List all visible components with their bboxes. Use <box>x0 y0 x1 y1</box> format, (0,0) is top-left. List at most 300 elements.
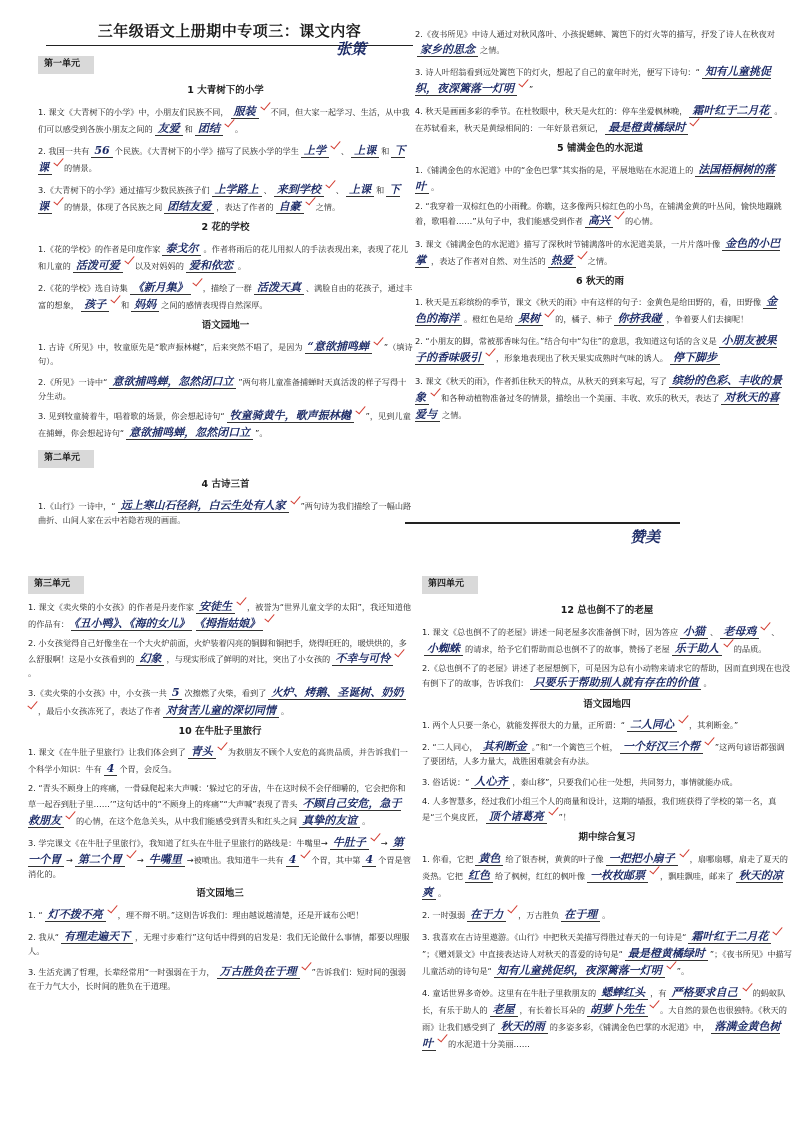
text: 个民族。《大青树下的小学》描写了民族小学的学生 <box>114 146 299 156</box>
text: ，扇哪扇哪，扇走了夏天的炎热。它把 <box>422 853 788 881</box>
text: 的品质。 <box>733 643 767 654</box>
grading-check-icon <box>66 812 76 821</box>
answer: 严格要求自己 <box>669 986 741 1000</box>
answer: 一枚枚邮票 <box>587 869 648 883</box>
text: 。 <box>280 705 290 716</box>
lesson-2-title: 2 花的学校 <box>201 222 250 234</box>
l12-question-2 <box>422 662 792 692</box>
l5-question-2 <box>415 200 785 230</box>
text: 、 <box>263 185 272 196</box>
g4-question-1 <box>422 716 792 733</box>
answer: 孩子 <box>81 298 109 312</box>
grading-check-icon <box>306 198 316 207</box>
answer: 蟋蟀红头 <box>598 986 648 1000</box>
grading-check-icon <box>371 834 381 843</box>
text: 1. 秋天是五彩缤纷的季节，课文《秋天的雨》中有这样的句子：金黄色是给田野的，看，田野像 <box>415 297 762 308</box>
answer: 4 <box>104 762 118 776</box>
text: 3. 俗话说：“ <box>422 777 470 788</box>
text: 3. 课文《铺满金色的水泥道》描写了深秋时节铺满落叶的水泥道美景，一片片落叶像 <box>415 238 721 249</box>
text: 。作者将雨后的花儿用拟人的手法表现出来，表现了花儿和儿童的 <box>38 243 409 271</box>
handwritten-note-autumn: 赞美 <box>630 528 661 546</box>
text: 个胃是管消化的。 <box>28 855 411 880</box>
grading-check-icon <box>650 1001 660 1010</box>
answer: “意欲捕鸣蝉 <box>305 340 372 354</box>
text: ，与现实形成了鲜明的对比，突出了小女孩的 <box>166 653 331 664</box>
g3-question-2 <box>28 928 412 958</box>
grading-check-icon <box>549 808 559 817</box>
answer: 服装 <box>231 105 259 119</box>
lesson-1-title: 1 大青树下的小学 <box>187 85 264 97</box>
answer: 青头 <box>188 745 216 759</box>
answer: 《丑小鸭》、《海的女儿》 <box>71 617 193 631</box>
grading-check-icon <box>28 702 38 711</box>
text: 和 <box>184 123 193 134</box>
text: 3. 我喜欢在古诗里遨游。《山行》中把秋天美描写得胜过春天的一句诗是“ <box>422 931 687 942</box>
text: 、 <box>335 185 344 196</box>
text: ”告诉我们：短时间的强弱在于力气大小，长时间的胜负在于道理。 <box>28 966 406 991</box>
text: 之情。 <box>480 44 505 55</box>
text: 1.《铺满金色的水泥道》中的“金色巴掌”其实指的是，平展地贴在水泥道上的 <box>415 164 694 175</box>
text: 和 <box>120 300 130 311</box>
l10-question-2 <box>28 782 412 829</box>
text: 2.《夜书所见》中诗人通过对秋风落叶、小孩捉蟋蟀、篱笆下的灯火等的描写，抒发了诗人在秋夜对 <box>415 29 775 39</box>
l6-question-2 <box>415 332 785 366</box>
text: 不同，但大家一起学习、生活，从中我们可以感受到各族小朋友之间的 <box>38 106 410 134</box>
g4-question-3 <box>422 773 792 790</box>
text: 。”和“一个篱笆三个桩， <box>531 742 618 753</box>
answer: 最是橙黄橘绿时 <box>625 947 708 961</box>
g1-question-2 <box>38 373 413 403</box>
grading-check-icon <box>724 640 734 649</box>
text: 给了银杏树，黄黄的叶子像 <box>505 853 604 864</box>
quadrant-top-right <box>415 28 785 553</box>
grading-check-icon <box>438 1035 448 1044</box>
text: 2. 小女孩觉得自己好像坐在一个大火炉前面，火炉装着闪亮的铜脚和铜把手，烧得旺旺的，暖烘烘的，多么舒服啊！这是小女孩看到的 <box>28 638 407 664</box>
answer: 来到学校 <box>274 183 324 197</box>
answer: 只要乐于帮助别人就有存在的价值 <box>530 676 701 690</box>
grading-check-icon <box>225 120 235 129</box>
text: ，争着要人们去摘呢！ <box>666 314 749 325</box>
text: ”；《夜书所见》中描写儿童活动的诗句是“ <box>422 948 792 976</box>
answer: 4 <box>362 853 376 867</box>
text: ，表达了作者对自然、对生活的 <box>431 255 546 266</box>
review-question-4 <box>422 984 792 1052</box>
text: 之情。 <box>442 409 467 420</box>
text: ，最后小女孩冻死了，表达了作者 <box>38 705 161 716</box>
text: 2. “青头不顾身上的疼痛，一骨碌爬起来大声喊：‘躲过它的牙齿，牛在这时候不会仔细嚼的，它会把你和草一起吞到肚子里……’”这句话中的“不顾身上的疼痛”“大声喊”表现了青头 <box>28 783 406 810</box>
garden-3-title: 语文园地三 <box>196 887 244 899</box>
text: 的，橘子、柿子 <box>555 314 613 325</box>
text: 的水泥道十分美丽…… <box>448 1039 530 1049</box>
text: 。 <box>234 123 244 134</box>
g3-question-3 <box>28 963 412 993</box>
handwritten-signature-top: 张策 <box>336 40 367 58</box>
unit-4-heading: 第四单元 <box>422 576 478 594</box>
grading-check-icon <box>486 349 496 358</box>
text: 3. 诗人叶绍翁看到远处篱笆下的灯火，想起了自己的童年时光，便写下诗句：“ <box>415 66 700 77</box>
quadrant-bottom-left <box>28 572 412 1127</box>
grading-check-icon <box>54 159 64 168</box>
answer: 法国梧桐树的落叶 <box>415 162 776 193</box>
text: 的情景。 <box>64 163 97 174</box>
answer: 友爱 <box>155 122 183 136</box>
answer: 秋天的雨 <box>498 1020 548 1034</box>
text: 给了枫树，红红的枫叶像 <box>494 870 586 881</box>
answer: 牛嘴里 <box>146 853 185 867</box>
answer: 上课 <box>346 183 374 197</box>
answer: 不幸与可怜 <box>332 652 393 666</box>
answer: 秋天的凉爽 <box>422 868 783 899</box>
l1-question-3 <box>38 181 413 215</box>
answer: 落满金黄色树叶 <box>422 1019 781 1050</box>
text: ”（填诗句）。 <box>38 341 413 366</box>
text: ”两句将儿童准备捕蝉时天真活泼的样子写得十分生动。 <box>38 376 407 401</box>
text: ，描绘了一群 <box>202 283 252 293</box>
answer: 乐于助人 <box>672 642 722 656</box>
answer: 不顾自己安危，急于救朋友 <box>28 797 402 828</box>
grading-check-icon <box>374 338 384 347</box>
answer: 第一个胃 <box>28 836 404 867</box>
lesson-6-title: 6 秋天的雨 <box>576 275 624 287</box>
answer: 团结 <box>195 122 223 136</box>
text: 的心情。 <box>625 216 658 227</box>
l2-question-2 <box>38 279 413 313</box>
divider-stroke <box>405 522 680 524</box>
answer: 牧童骑黄牛，歌声振林樾 <box>227 409 354 423</box>
g1-question-3 <box>38 407 413 441</box>
answer: 你挤我碰 <box>614 312 664 326</box>
answer: 黄色 <box>475 852 503 866</box>
grading-check-icon <box>331 142 341 151</box>
answer: 霜叶红于二月花 <box>689 104 772 118</box>
answer: 小蜘蛛 <box>424 642 463 656</box>
answer: 红色 <box>465 869 493 883</box>
text: 、 <box>771 626 780 637</box>
grading-check-icon <box>431 389 441 398</box>
answer: 下课 <box>38 144 406 175</box>
answer: 一个好汉三个帮 <box>620 740 703 754</box>
answer: 对秋天的喜爱与 <box>415 390 780 421</box>
text: 以及对妈妈的 <box>134 260 184 271</box>
text: 1. “ <box>28 909 43 920</box>
grading-check-icon <box>127 851 137 860</box>
text: ”。 <box>676 965 690 976</box>
answer: 果树 <box>515 312 543 326</box>
text: 为救朋友不顾个人安危的高贵品质，并告诉我们一个科学小知识：牛有 <box>28 747 408 775</box>
answer: 热爱 <box>548 254 576 268</box>
answer: 火炉、烤鹅、圣诞树、奶奶 <box>268 686 406 700</box>
grading-check-icon <box>680 850 690 859</box>
text: 和各种动植物准备过冬的情景，描绘出一个美丽、丰收、欢乐的秋天，表达了 <box>441 392 720 403</box>
midterm-review-title: 期中综合复习 <box>578 831 636 843</box>
answer: 二人同心 <box>627 718 677 732</box>
g4-question-4 <box>422 795 792 825</box>
grading-check-icon <box>690 119 700 128</box>
answer: 停下脚步 <box>670 351 720 365</box>
garden-4-title: 语文园地四 <box>583 698 631 710</box>
document-title: 三年级语文上册期中专项三：课文内容 <box>46 20 413 46</box>
text: 1. 古诗《所见》中，牧童原先是“歌声振林樾”，后来突然不唱了，是因为 <box>38 341 303 352</box>
text: ”。 <box>255 428 268 439</box>
grading-check-icon <box>508 906 518 915</box>
answer: 最是橙黄橘绿时 <box>605 121 688 135</box>
answer: 团结友爱 <box>164 200 214 214</box>
text: 的蚂蚁队长，有乐于助人的 <box>422 987 786 1015</box>
answer: 老屋 <box>490 1003 518 1017</box>
garden-1-title: 语文园地一 <box>201 320 250 332</box>
answer: 妈妈 <box>131 298 159 312</box>
grading-check-icon <box>302 963 312 972</box>
l8-question-3 <box>28 684 412 718</box>
answer: 上学路上 <box>212 183 262 197</box>
text: 个胃，其中第 <box>311 855 361 866</box>
text: 。 <box>703 678 712 689</box>
answer: 上课 <box>351 144 379 158</box>
grading-check-icon <box>218 743 228 752</box>
answer: 56 <box>91 144 112 158</box>
l6-question-1 <box>415 293 785 327</box>
answer: 泰戈尔 <box>162 242 201 256</box>
grading-check-icon <box>761 623 771 632</box>
grading-check-icon <box>667 962 677 971</box>
text: 、 <box>340 146 350 156</box>
text: ”，见到儿童在捕蝉，你会想起诗句“ <box>38 411 411 439</box>
l6-question-3 <box>415 372 785 423</box>
text: 3.《卖火柴的小女孩》中，小女孩一共 <box>28 688 167 699</box>
text: 1.《花的学校》的作者是印度作家 <box>38 243 161 254</box>
answer: 活泼天真 <box>254 281 304 295</box>
text: 1. 课文《在牛肚子里旅行》让我们体会到了 <box>28 747 186 758</box>
text: 。 <box>237 260 247 271</box>
grading-check-icon <box>519 80 529 89</box>
review-question-2 <box>422 906 792 923</box>
l1-question-2 <box>38 142 413 176</box>
answer: 5 <box>169 686 183 700</box>
text: 1. 课文《大青树下的小学》中，小朋友们民族不同， <box>38 106 229 117</box>
grading-check-icon <box>743 984 753 993</box>
answer: 意欲捕鸣蝉，忽然闭口立 <box>126 426 253 440</box>
g4-question-2 <box>422 738 792 768</box>
answer: 高兴 <box>585 214 613 228</box>
l2-question-1 <box>38 240 413 274</box>
text: 的多姿多彩，《铺满金色巴掌的水泥道》中， <box>549 1021 710 1032</box>
text: 和 <box>375 185 385 196</box>
text: ，被誉为“世界儿童文学的太阳”，我还知道他的作品有： <box>28 601 412 629</box>
text: 3.《大青树下的小学》通过描写少数民族孩子们 <box>38 185 210 196</box>
answer: 爱和依恋 <box>186 259 236 273</box>
answer: 对贫苦儿童的深切同情 <box>163 704 279 718</box>
grading-check-icon <box>395 650 405 659</box>
answer: 其利断金 <box>480 740 530 754</box>
text: 1.《山行》一诗中，“ <box>38 501 116 512</box>
autumn-poem-question-4 <box>415 102 785 136</box>
grading-check-icon <box>356 407 366 416</box>
text: 的情景，体现了各民族之间 <box>64 202 163 213</box>
grading-check-icon <box>265 615 275 624</box>
unit-1-heading: 第一单元 <box>38 56 94 74</box>
text: ，泰山移”，只要我们心往一处想，共同努力，事情就能办成。 <box>512 777 738 788</box>
l12-question-1 <box>422 623 792 657</box>
grading-check-icon <box>578 252 588 261</box>
text: ，万古胜负 <box>518 909 560 920</box>
g1-question-1 <box>38 338 413 368</box>
text: 1. 你看，它把 <box>422 853 474 864</box>
text: → <box>66 855 73 866</box>
text: →被喷出。我知道牛一共有 <box>186 855 284 866</box>
grading-check-icon <box>291 497 301 506</box>
unit-2-heading: 第二单元 <box>38 450 94 468</box>
answer: 下课 <box>38 183 401 214</box>
text: 3. 课文《秋天的雨》，作者抓住秋天的特点，从秋天的到来写起，写了 <box>415 375 667 386</box>
lesson-12-title: 12 总也倒不了的老屋 <box>560 604 654 616</box>
text: 2. 我国一共有 <box>38 146 90 156</box>
grading-check-icon <box>545 310 555 319</box>
text: → <box>380 838 388 849</box>
l10-question-3 <box>28 834 412 881</box>
text: 之情。 <box>587 255 613 266</box>
text: 之情。 <box>315 202 341 213</box>
l5-question-3 <box>415 235 785 269</box>
lesson-5-title: 5 铺满金色的水泥道 <box>557 142 643 154</box>
text: ，形象地表现出了秋天果实成熟时气味的诱人。 <box>496 353 668 364</box>
review-question-1 <box>422 850 792 901</box>
text: ” <box>529 83 534 94</box>
text: 2. “小朋友的脚，常被那香味勾住。”结合句中“勾住”的意思，我知道这句话的含义是 <box>415 336 717 347</box>
text: 个胃，会反刍。 <box>119 764 177 775</box>
answer: 意欲捕鸣蝉，忽然闭口立 <box>109 375 236 389</box>
lesson-4-title: 4 古诗三首 <box>201 479 250 491</box>
answer: 缤纷的色彩、丰收的景象 <box>415 373 782 404</box>
review-question-3 <box>422 928 792 979</box>
answer: 自豪 <box>276 200 304 214</box>
text: → <box>136 855 144 866</box>
answer: 第二个胃 <box>75 853 125 867</box>
answer: 胡萝卜先生 <box>587 1003 648 1017</box>
grading-check-icon <box>125 257 135 266</box>
text: 的心情，在这个危急关头，从中我们能感受到青头和红头之间 <box>76 816 298 827</box>
quadrant-bottom-right <box>422 572 792 1127</box>
text: 4. 童话世界多奇妙。这里有在牛肚子里救朋友的 <box>422 987 597 998</box>
quadrant-top-left <box>38 20 413 555</box>
answer: 霜叶红于二月花 <box>688 930 771 944</box>
answer: 知有儿童挑促织，夜深篱落一灯明 <box>494 964 665 978</box>
answer: 4 <box>286 853 300 867</box>
answer: 老母鸡 <box>720 625 759 639</box>
text: ”！ <box>558 811 571 822</box>
text: 。 <box>602 909 611 920</box>
answer: 安徒生 <box>196 600 235 614</box>
answer: 知有儿童挑促织，夜深篱落一灯明 <box>415 64 771 95</box>
text: 、满脸自由的花孩子，通过丰富的想象， <box>38 283 413 311</box>
text: 3. 见到牧童骑着牛，唱着歌的场景，你会想起诗句“ <box>38 411 225 422</box>
grading-check-icon <box>650 867 660 876</box>
g3-question-1 <box>28 906 412 923</box>
grading-check-icon <box>615 212 625 221</box>
text: 。 <box>438 887 447 898</box>
text: 2. “我穿着一双棕红色的小雨靴。你瞧，这多像两只棕红色的小鸟，在铺满金黄的叶丛间，愉快地蹦跳着，歌唱着……”从句子中，我们能感受到作者 <box>415 200 782 227</box>
answer: 幻象 <box>136 652 164 666</box>
grading-check-icon <box>773 928 783 937</box>
answer: 有理走遍天下 <box>61 930 133 944</box>
answer: 人心齐 <box>471 775 510 789</box>
text: ”两句诗为我们描绘了一幅山路曲折、山间人家在云中若隐若现的画面。 <box>38 501 412 526</box>
text: ，表达了作者的 <box>216 202 274 213</box>
text: ，有长着长耳朵的 <box>519 1004 586 1015</box>
answer: 金色的小巴掌 <box>415 236 781 267</box>
text: 4. 秋天是画画多彩的季节。在杜牧眼中，秋天是火红的：停车坐爱枫林晚， <box>415 105 688 116</box>
answer: 一把把小扇子 <box>606 852 678 866</box>
grading-check-icon <box>301 851 311 860</box>
l8-question-1 <box>28 598 412 632</box>
answer: 远上寒山石径斜，白云生处有人家 <box>118 499 289 513</box>
grading-check-icon <box>679 716 689 725</box>
grading-check-icon <box>111 296 121 305</box>
answer: 真挚的友谊 <box>299 814 360 828</box>
text: 。 <box>362 816 371 827</box>
text: 。在苏轼看来，秋天是黄绿相间的：一年好景君须记， <box>415 105 783 133</box>
text: ”；《赠刘景文》中直接表达诗人对秋天的喜爱的诗句是“ <box>422 948 623 959</box>
grading-check-icon <box>193 279 203 288</box>
text: ，无理寸步难行”这句话中得到的启发是：我们无论做什么事情，都要以理服人。 <box>28 931 410 956</box>
text: 、 <box>710 626 719 637</box>
answer: 《新月集》 <box>130 281 191 295</box>
text: 1. 课文《卖火柴的小女孩》的作者是丹麦作家 <box>28 601 194 612</box>
text: 2.《所见》一诗中“ <box>38 376 108 387</box>
answer: 在于理 <box>561 908 600 922</box>
answer: 小朋友被果子的香味吸引 <box>415 334 777 365</box>
unit-3-heading: 第三单元 <box>28 576 84 594</box>
answer: 活泼可爱 <box>73 259 123 273</box>
text: 1. 两个人只要一条心，就能发挥很大的力量，正所谓：“ <box>422 720 625 731</box>
text: 1. 课文《总也倒不了的老屋》讲述一间老屋多次准备倒下时，因为答应 <box>422 626 679 637</box>
l8-question-2 <box>28 637 412 679</box>
answer: 牛肚子 <box>330 836 369 850</box>
grading-check-icon <box>705 738 715 747</box>
ye-shu-question-3 <box>415 63 785 97</box>
l10-question-1 <box>28 743 412 777</box>
text: 2.《花的学校》选自诗集 <box>38 283 128 293</box>
answer: 家乡的思念 <box>417 43 478 57</box>
text: 2. “二人同心， <box>422 742 478 753</box>
l4-question-1 <box>38 497 413 527</box>
text: ，其利断金。” <box>688 720 739 731</box>
grading-check-icon <box>237 598 247 607</box>
lesson-10-title: 10 在牛肚子里旅行 <box>178 725 262 737</box>
text: 。 <box>28 667 37 678</box>
text: 2.《总也倒不了的老屋》讲述了老屋想倒下，可是因为总有小动物来请求它的帮助，因而直到现在也没有倒下了的故事，告诉我们： <box>422 662 791 689</box>
text: 和 <box>381 146 390 156</box>
text: 3. 生活充满了哲理，长辈经常用“一时强弱在于力， <box>28 966 215 977</box>
text: ，飘哇飘哇，邮来了 <box>660 870 734 881</box>
text: 3. 学完课文《在牛肚子里旅行》，我知道了红头在牛肚子里旅行的路线是：牛嘴里→ <box>28 838 328 849</box>
text: ，有 <box>650 987 667 998</box>
answer: 上学 <box>301 144 329 158</box>
text: 。大自然的景色也很独特。《秋天的雨》让我们感受到了 <box>422 1004 787 1032</box>
answer: 万古胜负在于理 <box>217 965 300 979</box>
l1-question-1 <box>38 103 413 137</box>
answer: 小猫 <box>680 625 708 639</box>
text: 。橙红色是给 <box>464 314 514 325</box>
text: ，理不辩不明。”这则告诉我们：理由越说越清楚，还是开诚布公吧！ <box>117 909 364 920</box>
text: 4. 人多智慧多，经过我们小组三个人的商量和设计，这期的墙报，我们班获得了学校的第一名，真是“三个臭皮匠， <box>422 796 777 822</box>
answer: 《拇指姑娘》 <box>196 617 263 631</box>
text: 的请求，给予它们帮助而总也倒不了的故事，赞扬了老屋 <box>465 643 670 654</box>
text: 之间的感情表现得自然深厚。 <box>161 300 268 311</box>
text: ”这两句谚语都强调了要团结，人多力量大，战胜困难就会有办法。 <box>422 742 785 767</box>
answer: 灯不拨不亮 <box>45 908 106 922</box>
text: 次擦燃了火柴，看到了 <box>184 688 267 699</box>
l5-question-1 <box>415 161 785 195</box>
